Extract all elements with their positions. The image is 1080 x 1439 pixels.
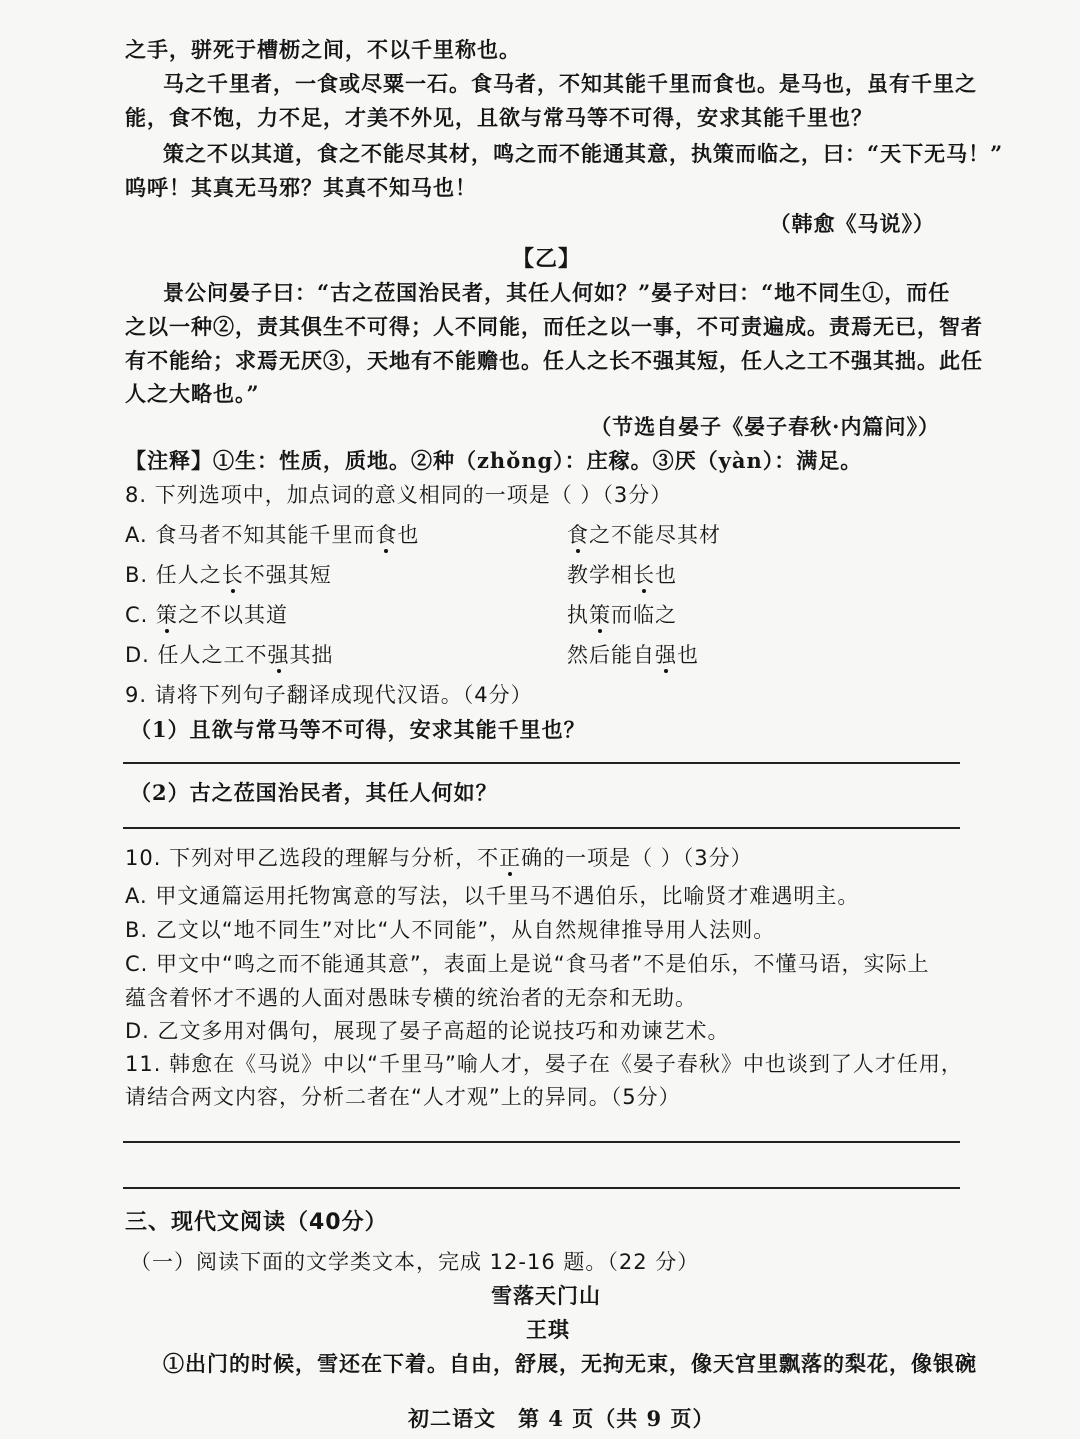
option-letter: B. xyxy=(125,563,149,587)
essay-title: 雪落天门山 xyxy=(491,1283,601,1308)
annotation-notes: 【注释】①生：性质，质地。②种（zhǒng）：庄稼。③厌（yàn）：满足。 xyxy=(125,448,863,473)
page-footer: 初二语文 第 4 页（共 9 页） xyxy=(408,1406,715,1431)
dotted-word: 不正确 xyxy=(477,846,544,870)
yi-line-3: 有不能给；求焉无厌③，天地有不能赡也。任人之长不强其短，任人之工不强其拙。此任 xyxy=(125,348,983,373)
dotted-word: 策 xyxy=(589,603,611,627)
answer-line-9-2 xyxy=(123,827,960,829)
q10-stem: 10. 下列对甲乙选段的理解与分析，不正确的一项是（ ）（3分） xyxy=(125,846,753,870)
q9-sentence-2: （2）古之莅国治民者，其任人何如？ xyxy=(130,780,498,805)
jia-line-5: 呜呼！其真无马邪？其真不知马也！ xyxy=(125,175,477,200)
q10-option-a: A. 甲文通篇运用托物寓意的写法，以千里马不遇伯乐，比喻贤才难遇明主。 xyxy=(125,884,860,908)
q8-option-a-compare: 食之不能尽其材 xyxy=(567,523,721,547)
yi-line-2: 之以一种②，责其俱生不可得；人不同能，而任之以一事，不可责遍成。责焉无已，智者 xyxy=(125,314,983,339)
section-title: 三、现代文阅读（40分） xyxy=(125,1210,388,1235)
dotted-word: 长 xyxy=(221,563,244,587)
dotted-word: 强 xyxy=(267,643,290,667)
jia-source: （韩愈《马说》） xyxy=(769,211,935,236)
q10-option-c-cont: 蕴含着怀才不遇的人面对愚昧专横的统治者的无奈和无助。 xyxy=(125,986,697,1010)
dotted-word: 策 xyxy=(156,603,179,627)
option-letter: D. xyxy=(125,643,150,667)
option-letter: A. xyxy=(125,523,148,547)
section-instructions: （一）阅读下面的文学类文本，完成 12-16 题。（22 分） xyxy=(130,1250,700,1274)
q8-stem: 8. 下列选项中，加点词的意义相同的一项是（ ）（3分） xyxy=(125,483,673,507)
q11-line-2: 请结合两文内容，分析二者在“人才观”上的异同。（5分） xyxy=(125,1085,681,1109)
q8-option-c-compare: 执策而临之 xyxy=(567,603,677,627)
q8-option-d-compare: 然后能自强也 xyxy=(567,643,699,667)
q8-option-c: C. 策之不以其道 xyxy=(125,603,289,627)
jia-line-3: 能，食不饱，力不足，才美不外见，且欲与常马等不可得，安求其能千里也？ xyxy=(125,105,873,130)
answer-line-9-1 xyxy=(123,762,960,764)
yi-line-1: 景公问晏子曰：“古之莅国治民者，其任人何如？”晏子对曰：“地不同生①，而任 xyxy=(163,280,951,305)
q10-option-c: C. 甲文中“鸣之而不能通其意”，表面上是说“食马者”不是伯乐，不懂马语，实际上 xyxy=(125,952,930,976)
dotted-word: 长 xyxy=(633,563,655,587)
q9-sentence-1: （1）且欲与常马等不可得，安求其能千里也？ xyxy=(130,717,586,742)
q10-option-b: B. 乙文以“地不同生”对比“人不同能”，从自然规律推导用人法则。 xyxy=(125,918,776,942)
option-letter: C. xyxy=(125,603,149,627)
jia-line-2: 马之千里者，一食或尽粟一石。食马者，不知其能千里而食也。是马也，虽有千里之 xyxy=(163,71,977,96)
q10-option-d: D. 乙文多用对偶句，展现了晏子高超的论说技巧和劝谏艺术。 xyxy=(125,1019,730,1043)
answer-line-11-2 xyxy=(123,1187,960,1189)
q11-line-1: 11. 韩愈在《马说》中以“千里马”喻人才，晏子在《晏子春秋》中也谈到了人才任用， xyxy=(125,1052,963,1076)
q8-option-b: B. 任人之长不强其短 xyxy=(125,563,332,587)
yi-source: （节选自晏子《晏子春秋·内篇问》） xyxy=(590,414,940,439)
essay-author: 王琪 xyxy=(526,1317,570,1342)
q8-option-a: A. 食马者不知其能千里而食也 xyxy=(125,523,420,547)
dotted-word: 强 xyxy=(655,643,677,667)
q8-option-b-compare: 教学相长也 xyxy=(567,563,677,587)
yi-line-4: 人之大略也。” xyxy=(125,381,260,406)
essay-paragraph-1: ①出门的时候，雪还在下着。自由，舒展，无拘无束，像天宫里飘落的梨花，像银碗 xyxy=(163,1351,977,1376)
dotted-word: 食 xyxy=(567,523,589,547)
q9-stem: 9. 请将下列句子翻译成现代汉语。（4分） xyxy=(125,683,533,707)
yi-heading: 【乙】 xyxy=(512,246,582,272)
answer-line-11-1 xyxy=(123,1141,960,1143)
q8-option-d: D. 任人之工不强其拙 xyxy=(125,643,334,667)
dotted-word: 食 xyxy=(375,523,398,547)
jia-line-4: 策之不以其道，食之不能尽其材，鸣之而不能通其意，执策而临之，曰：“天下无马！” xyxy=(163,141,1004,166)
jia-line-1: 之手，骈死于槽枥之间，不以千里称也。 xyxy=(125,37,521,62)
